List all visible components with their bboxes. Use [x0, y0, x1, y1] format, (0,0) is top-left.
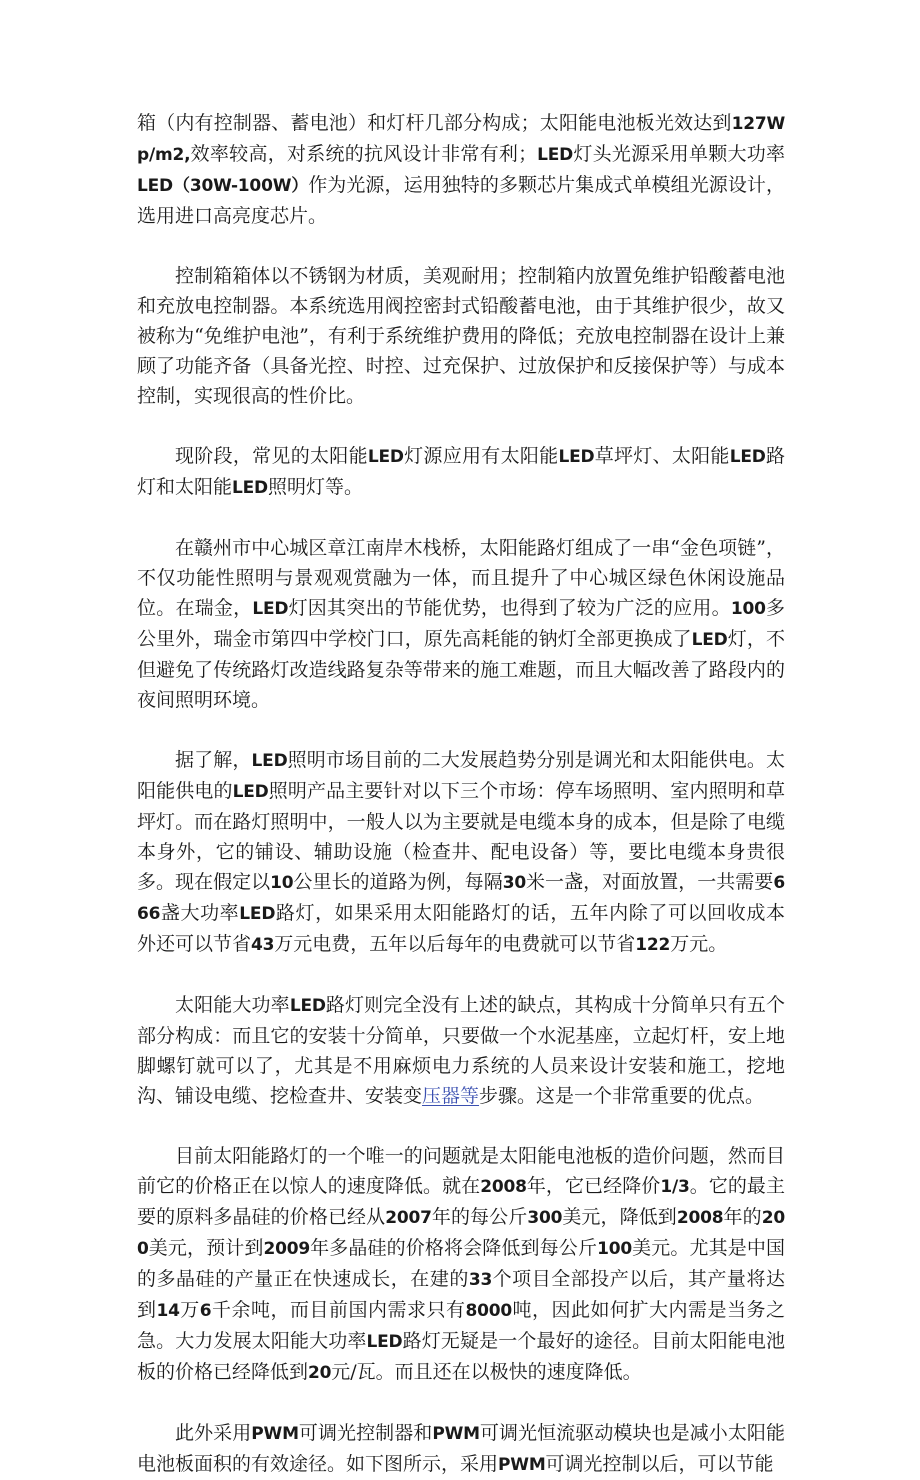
text-run: 可调光控制器和 [298, 1422, 433, 1444]
bold-run: LED [729, 447, 766, 467]
bold-run: 30 [502, 873, 526, 893]
bold-run: PWM [432, 1424, 480, 1444]
text-run: 箱（内有控制器、蓄电池）和灯杆几部分构成；太阳能电池板光效达到 [137, 112, 732, 134]
text-run: 灯因其突出的节能优势，也得到了较为广泛的应用。 [288, 597, 731, 619]
bold-run: 2009 [263, 1239, 311, 1259]
text-run: 米一盏，对面放置，一共需要 [526, 871, 774, 893]
paragraph-p6 [137, 990, 785, 1111]
bold-run: LED [537, 145, 574, 165]
text-run: 据了解， [175, 749, 252, 771]
inline-link[interactable]: 压器等 [422, 1085, 480, 1107]
bold-run: LED [367, 447, 404, 467]
bold-run: LED [691, 630, 728, 650]
text-run: 路灯则完全没有上述的缺点，其构成十分简单只有五个部分构成：而且它的安装十分简单，只要做一个水泥基座，立起灯杆，安上地脚螺钉就可以了，尤其是不用麻烦电力系统的人员来设计安装和施工，挖地沟、铺设电缆、挖检查井、安装变 [137, 994, 785, 1107]
bold-run: 6 [199, 1301, 212, 1321]
paragraph-p4 [137, 533, 785, 715]
text-run: 照明产品主要针对以下三个市场：停车场照明、室内照明和草坪灯。而在路灯照明中，一般人以为主要就是电缆本身的成本，但是除了电缆本身外，它的铺设、辅助设施（检查井、配电设备）等，要比电缆本身贵很多。现在假定以 [137, 780, 785, 893]
text-run: 元/瓦。而且还在以极快的速度降低。 [331, 1361, 642, 1383]
bold-run: LED [232, 782, 269, 802]
bold-run: LED [289, 996, 326, 1016]
paragraph-p2 [137, 261, 785, 411]
bold-run: 43 [251, 935, 275, 955]
bold-run: LED [232, 478, 268, 498]
paragraph-p3 [137, 441, 785, 503]
bold-run: 122 [635, 935, 671, 955]
text-run: 步骤。这是一个非常重要的优点。 [479, 1085, 765, 1107]
paragraph-p7 [137, 1141, 785, 1388]
text-run: 在赣州市中心城区章江南岸木栈桥，太阳能路灯组成了一串“金色项链”，不仅功能性照明与景观观赏融为一体，而且提升了中心城区绿色休闲设施品位。在瑞金， [137, 537, 785, 619]
bold-run: LED [558, 447, 595, 467]
text-run: 盏大功率 [160, 902, 240, 924]
text-run: 美元，预计到 [148, 1237, 264, 1259]
bold-run: LED [366, 1332, 403, 1352]
text-run: 年的每公斤 [431, 1206, 528, 1228]
bold-run: LED [251, 751, 288, 771]
text-run: 灯头光源采用单颗大功率 [573, 143, 785, 165]
paragraph-p8 [137, 1418, 785, 1480]
text-run: 。它的最主要的原料多晶硅的价格已经从 [137, 1175, 785, 1228]
text-run: 照明灯等。 [267, 476, 363, 498]
text-run: 万元。 [670, 933, 728, 955]
document-body [137, 108, 785, 1480]
bold-run: 100 [730, 599, 766, 619]
bold-run: 127Wp/m2, [137, 114, 785, 165]
text-run: 吨，因此如何扩大内需是当务之急。大力发展太阳能大功率 [137, 1299, 785, 1352]
text-run: 作为光源，运用独特的多颗芯片集成式单模组光源设计，选用进口高亮度芯片。 [137, 174, 785, 227]
bold-run: 2007 [385, 1208, 432, 1228]
text-run: 照明市场目前的二大发展趋势分别是调光和太阳能供电。太阳能供电的 [137, 749, 785, 802]
text-run: 美元。尤其是中国的多晶硅的产量正在快速成长，在建的 [137, 1237, 785, 1290]
text-run: 万 [179, 1299, 200, 1321]
text-run: 个项目全部投产以后，其产量将达到 [137, 1268, 785, 1321]
text-run: 多公里外，瑞金市第四中学校门口，原先高耗能的钠灯全部更换成了 [137, 597, 785, 650]
text-run: 控制箱箱体以不锈钢为材质，美观耐用；控制箱内放置免维护铅酸蓄电池和充放电控制器。本系统选用阀控密封式铅酸蓄电池，由于其维护很少，故又被称为“免维护电池”，有利于系统维护费用的降低；充放电控制器在设计上兼顾了功能齐备（具备光控、时控、过充保护、过放保护和反接保护等）与成本控制，实现很高的性价比。 [137, 265, 785, 407]
text-run: 路灯无疑是一个最好的途径。目前太阳能电池板的价格已经降低到 [137, 1330, 785, 1383]
text-run: 年多晶硅的价格将会降低到每公斤 [310, 1237, 598, 1259]
text-run: 年，它已经降价 [526, 1175, 661, 1197]
bold-run: PWM [251, 1424, 299, 1444]
text-run: 现阶段，常见的太阳能 [175, 445, 368, 467]
bold-run: LED（30W-100W） [137, 176, 309, 196]
paragraph-p1 [137, 108, 785, 231]
bold-run: PWM [498, 1455, 546, 1475]
text-run: 可调光控制以后，可以节能 [545, 1453, 774, 1475]
text-run: 公里长的道路为例，每隔 [293, 871, 503, 893]
text-run: 草坪灯、太阳能 [594, 445, 730, 467]
bold-run: 20 [308, 1363, 332, 1383]
bold-run: 8000 [465, 1301, 512, 1321]
paragraph-p5 [137, 745, 785, 960]
bold-run: 2008 [480, 1177, 527, 1197]
bold-run: 14 [156, 1301, 180, 1321]
text-run: 太阳能大功率 [175, 994, 290, 1016]
bold-run: LED [239, 904, 276, 924]
bold-run: 1/3 [660, 1177, 690, 1197]
bold-run: 100 [597, 1239, 632, 1259]
text-run: 目前太阳能路灯的一个唯一的问题就是太阳能电池板的造价问题，然而目前它的价格正在以惊人的速度降低。就在 [137, 1145, 785, 1197]
text-run: 路灯和太阳能 [137, 445, 785, 498]
bold-run: 33 [468, 1270, 493, 1290]
bold-run: LED [252, 599, 289, 619]
bold-run: 2008 [676, 1208, 724, 1228]
text-run: 年的 [723, 1206, 762, 1228]
bold-run: 200 [137, 1208, 785, 1259]
text-run: 万元电费，五年以后每年的电费就可以节省 [274, 933, 636, 955]
text-run: 效率较高，对系统的抗风设计非常有利； [190, 143, 538, 165]
bold-run: 666 [137, 873, 785, 924]
text-run: 可调光恒流驱动模块也是减小太阳能电池板面积的有效途径。如下图所示，采用 [137, 1422, 785, 1475]
bold-run: 300 [527, 1208, 563, 1228]
text-run: 美元，降低到 [562, 1206, 677, 1228]
text-run: 路灯，如果采用太阳能路灯的话，五年内除了可以回收成本外还可以节省 [137, 902, 785, 955]
bold-run: 10 [270, 873, 294, 893]
text-run: 此外采用 [175, 1422, 252, 1444]
text-run: 灯，不但避免了传统路灯改造线路复杂等带来的施工难题，而且大幅改善了路段内的夜间照明环境。 [137, 628, 785, 711]
text-run: 灯源应用有太阳能 [403, 445, 559, 467]
text-run: 千余吨，而目前国内需求只有 [211, 1299, 466, 1321]
